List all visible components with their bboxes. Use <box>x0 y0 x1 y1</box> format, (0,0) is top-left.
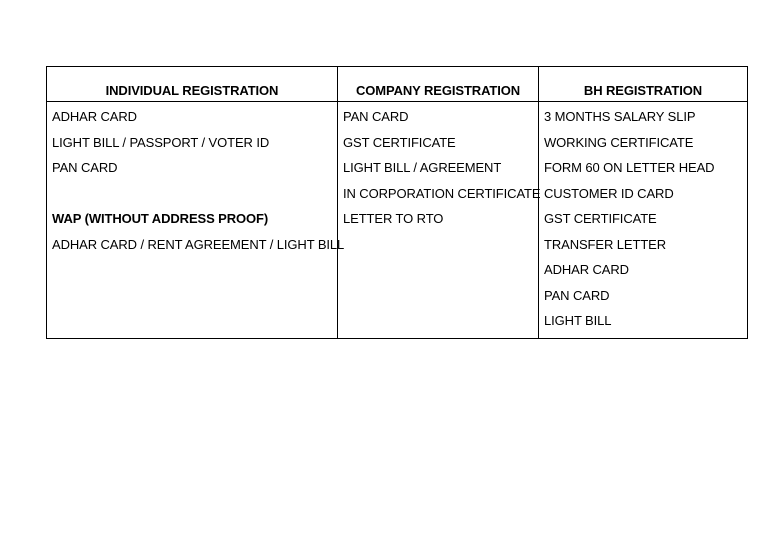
table-header-row <box>47 67 748 102</box>
document-item: CUSTOMER ID CARD <box>544 185 674 201</box>
document-item: FORM 60 ON LETTER HEAD <box>544 160 715 175</box>
document-item: PAN CARD <box>343 109 409 124</box>
document-item: LIGHT BILL / PASSPORT / VOTER ID <box>52 134 270 150</box>
bh-documents-cell <box>539 102 748 339</box>
document-item: PAN CARD <box>544 287 610 303</box>
document-item: ADHAR CARD / RENT AGREEMENT / LIGHT BILL <box>52 236 345 252</box>
document-item: LETTER TO RTO <box>343 211 444 226</box>
document-item: ADHAR CARD <box>544 262 629 277</box>
document-item: ADHAR CARD <box>52 109 137 124</box>
document-item: IN CORPORATION CERTIFICATE <box>343 185 541 201</box>
header-company-registration: COMPANY REGISTRATION <box>338 67 539 102</box>
header-bh-registration: BH REGISTRATION <box>539 67 748 102</box>
table-body-row <box>47 102 748 339</box>
document-item: PAN CARD <box>52 160 118 175</box>
registration-documents-table <box>46 66 748 339</box>
header-individual-registration: INDIVIDUAL REGISTRATION <box>47 67 338 102</box>
document-item: TRANSFER LETTER <box>544 236 667 252</box>
document-item: GST CERTIFICATE <box>343 134 456 150</box>
section-subheading: WAP (WITHOUT ADDRESS PROOF) <box>52 211 269 226</box>
individual-documents-cell <box>47 102 345 339</box>
document-item: GST CERTIFICATE <box>544 211 657 226</box>
document-item: 3 MONTHS SALARY SLIP <box>544 109 696 124</box>
document-item <box>52 185 332 211</box>
document-item: WORKING CERTIFICATE <box>544 134 694 150</box>
company-documents-cell <box>338 102 539 339</box>
document-item: LIGHT BILL / AGREEMENT <box>343 160 502 175</box>
document-item: LIGHT BILL <box>544 313 612 328</box>
